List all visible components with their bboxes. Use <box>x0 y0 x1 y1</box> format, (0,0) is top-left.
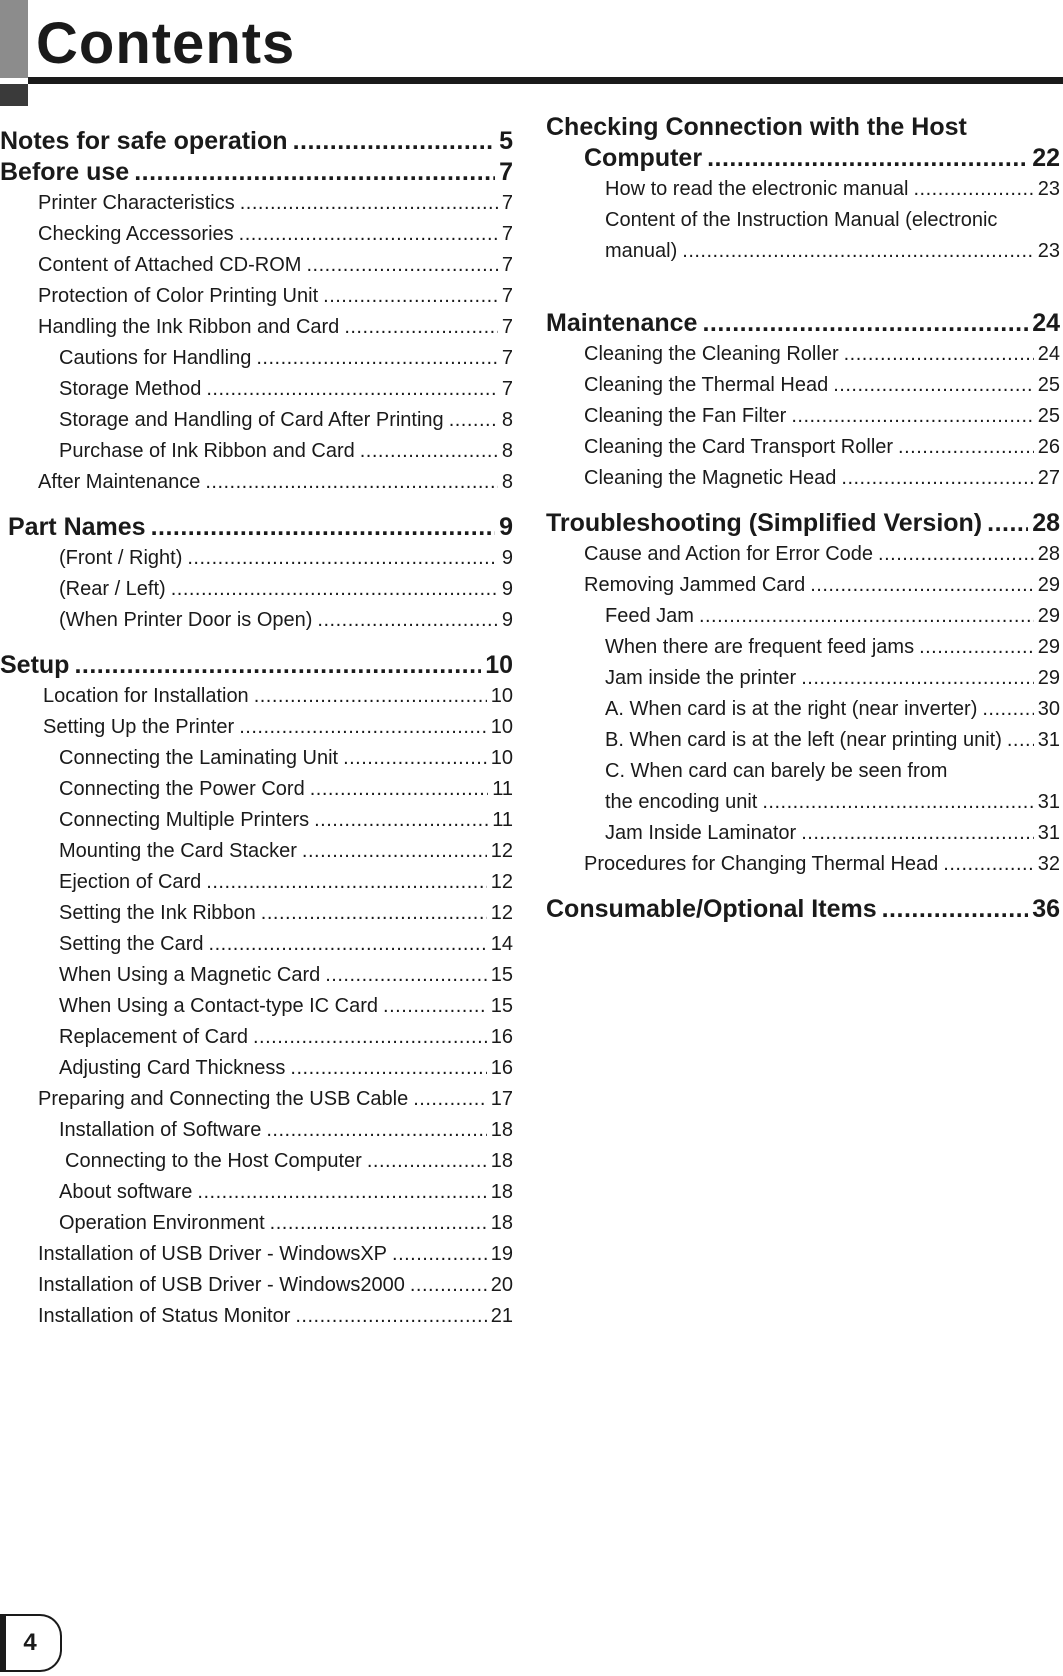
toc-page-number: 7 <box>501 378 513 400</box>
toc-entry[interactable] <box>546 756 1060 787</box>
toc-page-number: 24 <box>1037 343 1060 365</box>
toc-entry[interactable] <box>546 663 1060 694</box>
toc-entry[interactable] <box>0 219 513 250</box>
toc-leader-dots <box>266 1115 486 1146</box>
toc-leader-dots <box>314 805 488 836</box>
toc-entry-title: Connecting to the Host Computer <box>65 1150 362 1172</box>
toc-leader-dots <box>360 436 498 467</box>
toc-entry-title: Troubleshooting (Simplified Version) <box>546 509 983 537</box>
toc-leader-dots <box>410 1270 487 1301</box>
toc-leader-dots <box>206 867 486 898</box>
toc-page-number: 9 <box>501 578 513 600</box>
toc-leader-dots <box>833 370 1034 401</box>
toc-entry-title: When Using a Magnetic Card <box>59 964 321 986</box>
toc-entry[interactable] <box>0 405 513 436</box>
toc-leader-dots <box>151 512 496 543</box>
toc-page-number: 25 <box>1037 405 1060 427</box>
toc-entry-title: Maintenance <box>546 309 698 337</box>
header-tab-accent <box>0 0 28 78</box>
toc-leader-dots <box>682 236 1033 267</box>
toc-page-number: 18 <box>490 1212 513 1234</box>
toc-page-number: 32 <box>1037 853 1060 875</box>
toc-entry-title: Before use <box>0 158 130 186</box>
toc-leader-dots <box>310 774 489 805</box>
toc-leader-dots <box>810 570 1034 601</box>
toc-entry-title: When there are frequent feed jams <box>605 636 915 658</box>
toc-entry-title: Storage Method <box>59 378 202 400</box>
toc-leader-dots <box>344 312 498 343</box>
toc-leader-dots <box>74 650 481 681</box>
toc-leader-dots <box>209 929 487 960</box>
toc-entry[interactable] <box>0 805 513 836</box>
toc-leader-dots <box>801 818 1034 849</box>
toc-entry-title: Adjusting Card Thickness <box>59 1057 286 1079</box>
toc-entry[interactable] <box>546 570 1060 601</box>
toc-entry[interactable] <box>546 401 1060 432</box>
toc-page-number: 11 <box>492 778 513 800</box>
toc-page-number: 29 <box>1037 574 1060 596</box>
toc-entry-title: Location for Installation <box>43 685 249 707</box>
toc-left-column <box>0 112 513 1332</box>
toc-entry[interactable] <box>546 370 1060 401</box>
toc-entry[interactable] <box>0 1177 513 1208</box>
toc-entry[interactable] <box>0 960 513 991</box>
toc-entry-title: Cleaning the Magnetic Head <box>584 467 837 489</box>
toc-page-number: 7 <box>501 285 513 307</box>
toc-entry[interactable] <box>546 632 1060 663</box>
toc-entry[interactable] <box>0 281 513 312</box>
toc-entry-title: Jam Inside Laminator <box>605 822 797 844</box>
toc-entry[interactable] <box>0 467 513 498</box>
toc-leader-dots <box>841 463 1033 494</box>
toc-entry-title: Jam inside the printer <box>605 667 797 689</box>
header-tab-marker <box>0 84 28 106</box>
toc-leader-dots <box>1007 725 1034 756</box>
toc-entry[interactable] <box>0 343 513 374</box>
toc-page-number: 7 <box>501 316 513 338</box>
page-title: Contents <box>36 11 296 76</box>
toc-page-number: 27 <box>1037 467 1060 489</box>
toc-entry-title: Connecting the Laminating Unit <box>59 747 339 769</box>
toc-leader-dots <box>290 1053 486 1084</box>
toc-entry-title: Installation of USB Driver - WindowsXP <box>38 1243 388 1265</box>
toc-entry[interactable] <box>0 929 513 960</box>
toc-page-number: 36 <box>1032 895 1060 923</box>
toc-section-entry[interactable] <box>0 512 513 543</box>
toc-entry[interactable] <box>0 712 513 743</box>
toc-entry[interactable] <box>0 574 513 605</box>
toc-entry[interactable] <box>546 236 1060 267</box>
toc-page-number: 28 <box>1037 543 1060 565</box>
toc-page-number: 15 <box>490 995 513 1017</box>
page-number: 4 <box>23 1629 37 1656</box>
toc-page-number: 10 <box>490 685 513 707</box>
toc-entry-title: Content of Attached CD-ROM <box>38 254 302 276</box>
toc-entry-title: Mounting the Card Stacker <box>59 840 297 862</box>
toc-entry-title: Content of the Instruction Manual (electronic <box>605 209 998 231</box>
toc-entry-title: Installation of USB Driver - Windows2000 <box>38 1274 405 1296</box>
toc-entry[interactable] <box>0 681 513 712</box>
toc-page-number: 19 <box>490 1243 513 1265</box>
toc-entry-title: Computer <box>584 144 703 172</box>
toc-entry[interactable] <box>546 694 1060 725</box>
toc-entry-title: Setting Up the Printer <box>43 716 235 738</box>
toc-leader-dots <box>878 539 1034 570</box>
toc-page-number: 31 <box>1037 822 1060 844</box>
toc-entry-title: Cleaning the Card Transport Roller <box>584 436 894 458</box>
toc-entry[interactable] <box>546 818 1060 849</box>
toc-entry-title: Notes for safe operation <box>0 127 288 155</box>
toc-leader-dots <box>270 1208 487 1239</box>
toc-entry[interactable] <box>0 1301 513 1332</box>
toc-leader-dots <box>306 250 497 281</box>
toc-entry-title: Purchase of Ink Ribbon and Card <box>59 440 355 462</box>
toc-section-entry[interactable] <box>546 143 1060 174</box>
toc-leader-dots <box>254 681 487 712</box>
toc-page-number: 18 <box>490 1181 513 1203</box>
toc-entry-title: Checking Connection with the Host <box>546 113 967 141</box>
toc-page-number: 23 <box>1037 240 1060 262</box>
toc-leader-dots <box>256 343 498 374</box>
toc-page-number: 23 <box>1037 178 1060 200</box>
toc-section-entry[interactable] <box>546 308 1060 339</box>
toc-entry[interactable] <box>0 743 513 774</box>
toc-leader-dots <box>197 1177 486 1208</box>
toc-page-number: 18 <box>490 1150 513 1172</box>
toc-section-entry[interactable] <box>0 650 513 681</box>
toc-entry-title: Installation of Status Monitor <box>38 1305 291 1327</box>
toc-page-number: 7 <box>501 223 513 245</box>
toc-leader-dots <box>295 1301 486 1332</box>
toc-leader-dots <box>253 1022 487 1053</box>
toc-entry-title: Procedures for Changing Thermal Head <box>584 853 939 875</box>
toc-entry[interactable] <box>546 205 1060 236</box>
toc-entry-title: Storage and Handling of Card After Printing <box>59 409 444 431</box>
toc-entry-title: Cleaning the Cleaning Roller <box>584 343 839 365</box>
toc-entry-title: (When Printer Door is Open) <box>59 609 313 631</box>
toc-entry-title: (Rear / Left) <box>59 578 166 600</box>
toc-page-number: 16 <box>490 1057 513 1079</box>
toc-page-number: 25 <box>1037 374 1060 396</box>
toc-entry-title: Feed Jam <box>605 605 694 627</box>
toc-entry-title: After Maintenance <box>38 471 201 493</box>
toc-entry-title: Cautions for Handling <box>59 347 252 369</box>
toc-section-entry[interactable] <box>546 508 1060 539</box>
toc-entry[interactable] <box>546 339 1060 370</box>
toc-leader-dots <box>302 836 487 867</box>
toc-page-number: 12 <box>490 840 513 862</box>
toc-page-number: 16 <box>490 1026 513 1048</box>
toc-leader-dots <box>261 898 487 929</box>
toc-entry[interactable] <box>0 436 513 467</box>
toc-page-number: 26 <box>1037 436 1060 458</box>
toc-entry-title: Setting the Card <box>59 933 204 955</box>
toc-page-number: 24 <box>1032 309 1060 337</box>
toc-entry-title: Setup <box>0 651 70 679</box>
toc-leader-dots <box>325 960 487 991</box>
toc-leader-dots <box>205 467 498 498</box>
toc-section-entry[interactable] <box>0 157 513 188</box>
toc-page-number: 7 <box>501 347 513 369</box>
toc-leader-dots <box>171 574 498 605</box>
toc-leader-dots <box>383 991 487 1022</box>
toc-entry-title: Protection of Color Printing Unit <box>38 285 319 307</box>
toc-entry[interactable] <box>0 1115 513 1146</box>
toc-leader-dots <box>844 339 1034 370</box>
toc-section-entry[interactable] <box>0 126 513 157</box>
toc-entry[interactable] <box>0 1270 513 1301</box>
toc-page-number: 22 <box>1032 144 1060 172</box>
toc-entry[interactable] <box>0 1022 513 1053</box>
toc-entry[interactable] <box>546 849 1060 880</box>
toc-page-number: 12 <box>490 902 513 924</box>
toc-leader-dots <box>317 605 497 636</box>
toc-entry-title: Consumable/Optional Items <box>546 895 877 923</box>
toc-entry[interactable] <box>546 463 1060 494</box>
toc-entry[interactable] <box>0 867 513 898</box>
toc-leader-dots <box>392 1239 487 1270</box>
toc-entry-title: (Front / Right) <box>59 547 183 569</box>
toc-leader-dots <box>449 405 498 436</box>
toc-entry-title: Part Names <box>8 513 146 541</box>
toc-entry-title: Connecting Multiple Printers <box>59 809 310 831</box>
title-rule <box>28 77 1063 84</box>
toc-entry-title: How to read the electronic manual <box>605 178 909 200</box>
toc-page-number: 29 <box>1037 636 1060 658</box>
toc-page-number: 17 <box>490 1088 513 1110</box>
toc-entry[interactable] <box>0 312 513 343</box>
toc-page-number: 30 <box>1037 698 1060 720</box>
toc-entry-title: Replacement of Card <box>59 1026 248 1048</box>
toc-entry[interactable] <box>0 605 513 636</box>
toc-entry-title: When Using a Contact-type IC Card <box>59 995 379 1017</box>
toc-leader-dots <box>982 694 1033 725</box>
toc-page-number: 5 <box>499 127 513 155</box>
toc-entry[interactable] <box>0 774 513 805</box>
toc-page-number: 29 <box>1037 667 1060 689</box>
toc-leader-dots <box>914 174 1034 205</box>
toc-page-number: 10 <box>485 651 513 679</box>
toc-entry[interactable] <box>0 188 513 219</box>
toc-entry[interactable] <box>0 374 513 405</box>
toc-page-number: 14 <box>490 933 513 955</box>
toc-page-number: 15 <box>490 964 513 986</box>
toc-leader-dots <box>702 308 1028 339</box>
toc-leader-dots <box>413 1084 487 1115</box>
toc-page-number: 8 <box>501 440 513 462</box>
toc-leader-dots <box>987 508 1028 539</box>
toc-leader-dots <box>943 849 1033 880</box>
toc-page-number: 11 <box>492 809 513 831</box>
toc-entry[interactable] <box>546 725 1060 756</box>
toc-page-number: 7 <box>499 158 513 186</box>
toc-leader-dots <box>239 219 498 250</box>
toc-entry[interactable] <box>0 1239 513 1270</box>
toc-entry-title: A. When card is at the right (near inverter) <box>605 698 978 720</box>
toc-entry-title: Setting the Ink Ribbon <box>59 902 256 924</box>
toc-leader-dots <box>206 374 498 405</box>
toc-entry[interactable] <box>0 1053 513 1084</box>
toc-entry[interactable] <box>0 836 513 867</box>
toc-entry[interactable] <box>0 543 513 574</box>
toc-entry[interactable] <box>0 991 513 1022</box>
toc-leader-dots <box>882 894 1029 925</box>
toc-entry[interactable] <box>546 174 1060 205</box>
toc-page-number: 8 <box>501 471 513 493</box>
toc-page-number: 31 <box>1037 729 1060 751</box>
toc-page-number: 21 <box>490 1305 513 1327</box>
toc-right-column <box>546 112 1060 925</box>
page-number-badge <box>0 1614 62 1672</box>
toc-entry-title: Checking Accessories <box>38 223 234 245</box>
toc-entry-title: Connecting the Power Cord <box>59 778 305 800</box>
toc-entry[interactable] <box>0 1146 513 1177</box>
toc-entry-title: manual) <box>605 240 678 262</box>
toc-entry[interactable] <box>546 539 1060 570</box>
toc-leader-dots <box>707 143 1028 174</box>
toc-entry-title: Printer Characteristics <box>38 192 235 214</box>
toc-entry-title: Cleaning the Fan Filter <box>584 405 787 427</box>
toc-page-number: 9 <box>499 513 513 541</box>
toc-entry-title: About software <box>59 1181 193 1203</box>
toc-entry[interactable] <box>0 250 513 281</box>
toc-entry-title: Operation Environment <box>59 1212 265 1234</box>
toc-entry-title: Handling the Ink Ribbon and Card <box>38 316 340 338</box>
toc-leader-dots <box>240 188 498 219</box>
toc-page-number: 20 <box>490 1274 513 1296</box>
toc-entry[interactable] <box>546 601 1060 632</box>
toc-leader-dots <box>791 401 1033 432</box>
toc-leader-dots <box>343 743 487 774</box>
toc-section-entry[interactable] <box>546 112 1060 143</box>
toc-leader-dots <box>919 632 1034 663</box>
toc-entry[interactable] <box>546 787 1060 818</box>
toc-entry[interactable] <box>0 1208 513 1239</box>
toc-entry-title: C. When card can barely be seen from <box>605 760 948 782</box>
toc-page-number: 9 <box>501 547 513 569</box>
toc-page-number: 12 <box>490 871 513 893</box>
toc-entry-title: the encoding unit <box>605 791 758 813</box>
toc-entry-title: B. When card is at the left (near printing unit) <box>605 729 1002 751</box>
toc-page-number: 9 <box>501 609 513 631</box>
toc-leader-dots <box>187 543 498 574</box>
toc-leader-dots <box>762 787 1033 818</box>
toc-entry-title: Cause and Action for Error Code <box>584 543 874 565</box>
toc-page-number: 7 <box>501 192 513 214</box>
toc-entry-title: Cleaning the Thermal Head <box>584 374 829 396</box>
toc-page-number: 28 <box>1032 509 1060 537</box>
toc-leader-dots <box>367 1146 487 1177</box>
toc-section-entry[interactable] <box>546 894 1060 925</box>
toc-page-number: 31 <box>1037 791 1060 813</box>
toc-entry[interactable] <box>0 898 513 929</box>
toc-page-number: 10 <box>490 747 513 769</box>
toc-leader-dots <box>323 281 498 312</box>
toc-leader-dots <box>898 432 1034 463</box>
toc-page-number: 10 <box>490 716 513 738</box>
toc-entry-title: Installation of Software <box>59 1119 262 1141</box>
toc-page-number: 7 <box>501 254 513 276</box>
toc-entry[interactable] <box>546 432 1060 463</box>
toc-entry[interactable] <box>0 1084 513 1115</box>
toc-entry-title: Preparing and Connecting the USB Cable <box>38 1088 409 1110</box>
toc-leader-dots <box>801 663 1034 694</box>
toc-leader-dots <box>293 126 496 157</box>
toc-leader-dots <box>239 712 487 743</box>
toc-entry-title: Ejection of Card <box>59 871 202 893</box>
toc-leader-dots <box>699 601 1034 632</box>
toc-page-number: 8 <box>501 409 513 431</box>
toc-page-number: 29 <box>1037 605 1060 627</box>
toc-entry-title: Removing Jammed Card <box>584 574 806 596</box>
toc-page-number: 18 <box>490 1119 513 1141</box>
toc-leader-dots <box>134 157 495 188</box>
